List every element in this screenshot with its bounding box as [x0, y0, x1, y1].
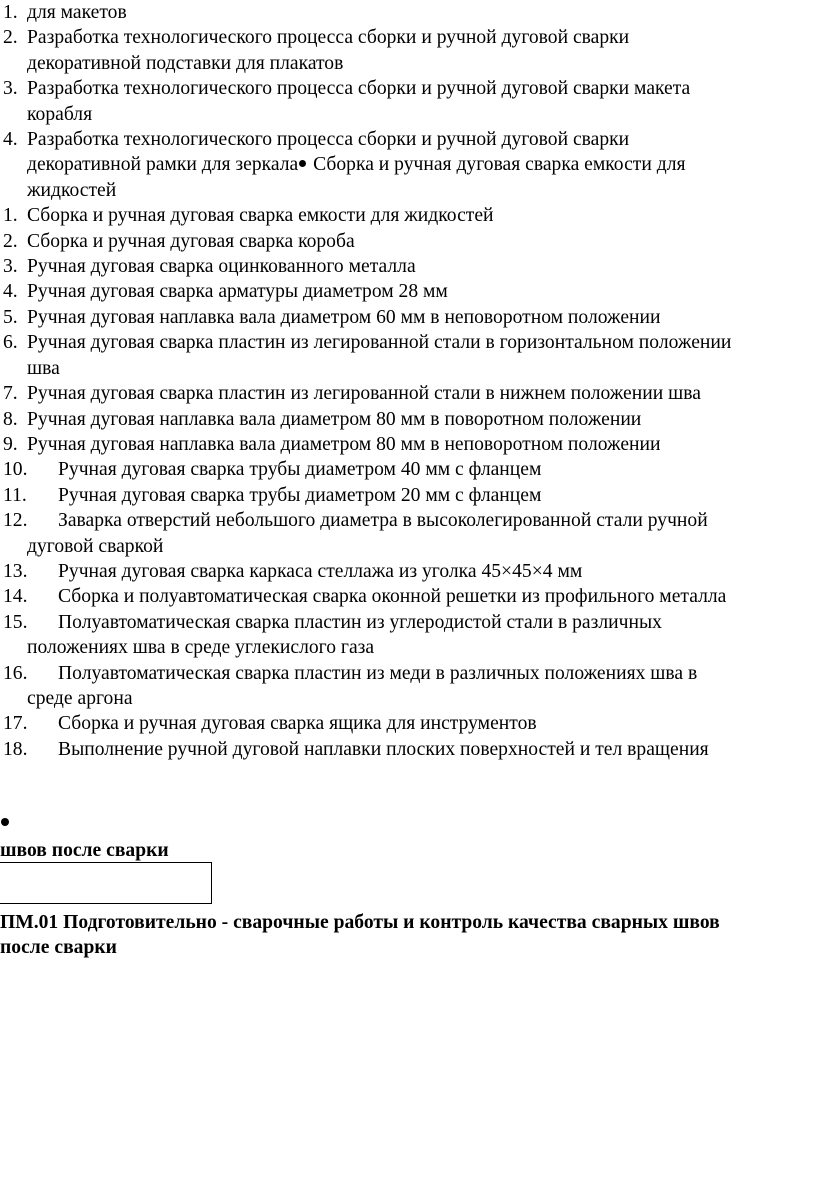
list-item [0, 432, 816, 457]
list-item-text-continuation: дуговой сваркой [27, 535, 164, 557]
list-item-number: 4. [3, 129, 18, 151]
list-item-text: Ручная дуговая наплавка вала диаметром 80 мм в поворотном положении [27, 408, 642, 430]
list-item [0, 0, 816, 25]
list-item-text: Сборка и ручная дуговая сварка ящика для инструментов [58, 713, 537, 735]
list-item-number: 9. [3, 433, 18, 455]
list-item-text: Полуавтоматическая сварка пластин из меди в различных положениях шва в [58, 662, 698, 684]
list-item-text: Сборка и полуавтоматическая сварка оконной решетки из профильного металла [58, 586, 727, 608]
list-item-text: для макетов [27, 2, 127, 23]
list-item-text-fragment: декоративной рамки для зеркала [27, 154, 299, 176]
list-item-text-continuation: положениях шва в среде углекислого газа [27, 637, 375, 659]
list-item-text: Полуавтоматическая сварка пластин из углеродистой стали в различных [58, 611, 662, 633]
list-item-number: 6. [3, 332, 18, 354]
list-item-number: 10. [3, 459, 28, 481]
list-item [0, 483, 816, 508]
list-item [0, 25, 816, 76]
list-item-text: Выполнение ручной дуговой наплавки плоских поверхностей и тел вращения [58, 738, 709, 760]
list-item-text: Ручная дуговая сварка трубы диаметром 20 мм с фланцем [58, 484, 542, 506]
list-item-text: Разработка технологического процесса сборки и ручной дуговой сварки [27, 27, 630, 49]
list-item-text: Ручная дуговая наплавка вала диаметром 60 мм в неповоротном положении [27, 306, 661, 328]
list-item-text: Ручная дуговая сварка пластин из легированной стали в горизонтальном положении [27, 332, 732, 354]
list-item-number: 3. [3, 256, 18, 278]
list-item-number: 13. [3, 560, 28, 582]
list-item-text: Сборка и ручная дуговая сварка короба [27, 230, 355, 252]
section-title-line: ПМ.01 Подготовительно - сварочные работы и контроль качества сварных швов [0, 912, 720, 933]
list-item-text-continuation [0, 152, 816, 177]
list-item-number: 17. [3, 713, 28, 735]
list-item-text: Ручная дуговая сварка пластин из легированной стали в нижнем положении шва [27, 383, 701, 405]
section-subtitle: швов после сварки [0, 840, 169, 861]
list-item-number: 1. [3, 205, 18, 227]
list-item [0, 229, 816, 254]
list-item-number: 4. [3, 281, 18, 303]
list-item-number: 18. [3, 738, 28, 760]
list-item-text-continuation: шва [27, 357, 60, 379]
list-item-number: 2. [3, 230, 18, 252]
list-item-text-continuation: корабля [27, 103, 93, 125]
list-item-text: Разработка технологического процесса сборки и ручной дуговой сварки макета [27, 78, 691, 100]
list-item [0, 279, 816, 304]
list-item [0, 610, 816, 661]
list-item-text-continuation: жидкостей [27, 179, 117, 201]
list-item-text: Заварка отверстий небольшого диаметра в высоколегированной стали ручной [58, 510, 708, 532]
bullet-dot-icon [1, 818, 9, 826]
list-item [0, 203, 816, 228]
list-item [0, 407, 816, 432]
list-item [0, 711, 816, 736]
section-title [0, 910, 816, 960]
list-item [0, 254, 816, 279]
list-item-number: 7. [3, 383, 18, 405]
list-item-number: 3. [3, 78, 18, 100]
list-item [0, 330, 816, 381]
list-item [0, 661, 816, 712]
list-item-text-continuation: декоративной подставки для плакатов [27, 52, 344, 74]
list-item-number: 5. [3, 306, 18, 328]
list-item-text: Сборка и ручная дуговая сварка емкости для жидкостей [27, 205, 494, 227]
list-item [0, 457, 816, 482]
list-item [0, 76, 816, 127]
bullet-dot-icon [299, 160, 306, 167]
empty-table-cell [0, 862, 212, 904]
list-item [0, 584, 816, 609]
list-item [0, 381, 816, 406]
list-item-number: 11. [3, 484, 27, 506]
list-item-text: Ручная дуговая сварка арматуры диаметром 28 мм [27, 281, 448, 303]
list-item-text: Разработка технологического процесса сборки и ручной дуговой сварки [27, 129, 630, 151]
list-item-text: Ручная дуговая сварка каркаса стеллажа из уголка 45×45×4 мм [58, 560, 583, 582]
list-item-number: 2. [3, 27, 18, 49]
list-item-number: 15. [3, 611, 28, 633]
list-item-text: Ручная дуговая сварка оцинкованного металла [27, 256, 416, 278]
list-item [0, 737, 816, 762]
list-item [0, 559, 816, 584]
list-item-number: 12. [3, 510, 28, 532]
list-item [0, 305, 816, 330]
list-item-number: 16. [3, 662, 28, 684]
list-item-text-fragment: Сборка и ручная дуговая сварка емкости для [308, 154, 686, 176]
list-item-number: 1. [3, 2, 18, 23]
section-title-line: после сварки [0, 937, 117, 958]
list-item [0, 127, 816, 203]
list-item-number: 14. [3, 586, 28, 608]
list-item-text: Ручная дуговая наплавка вала диаметром 80 мм в неповоротном положении [27, 433, 661, 455]
list-item-text: Ручная дуговая сварка трубы диаметром 40 мм с фланцем [58, 459, 542, 481]
list-item [0, 508, 816, 559]
list-item-number: 8. [3, 408, 18, 430]
list-item-text-continuation: среде аргона [27, 687, 133, 709]
